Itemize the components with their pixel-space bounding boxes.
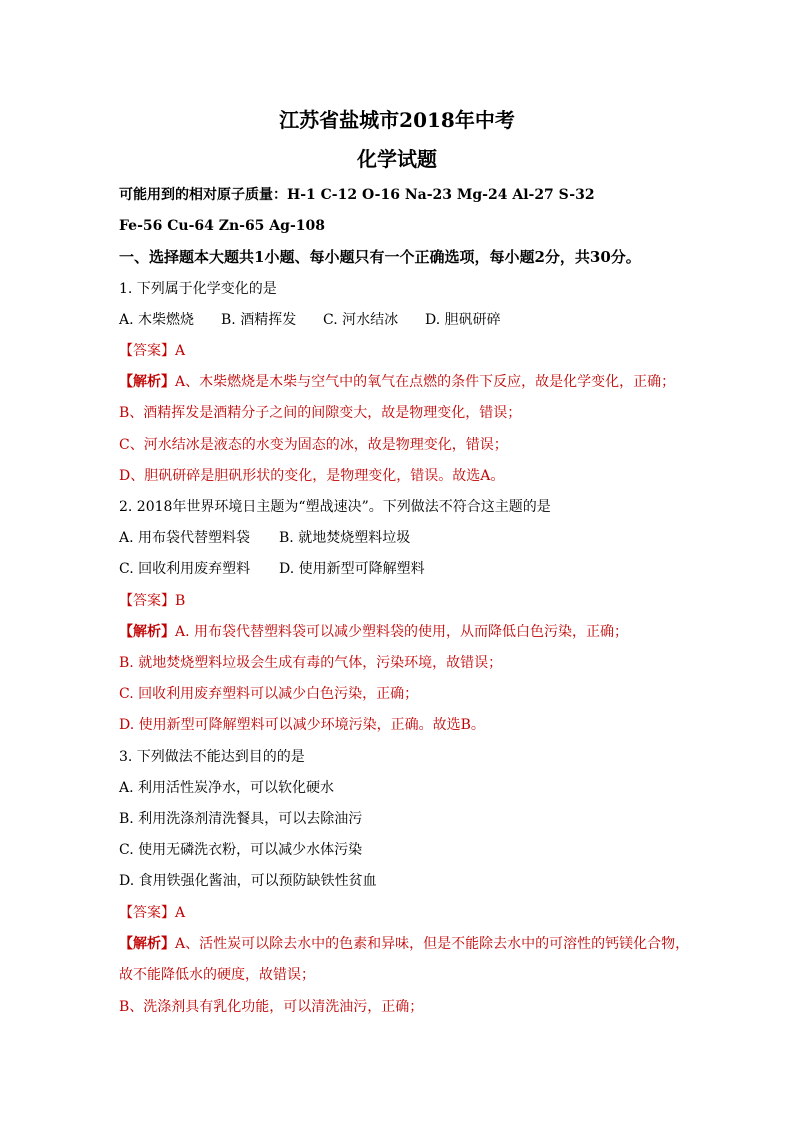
question-3-option-a: A. 利用活性炭净水，可以软化硬水: [119, 780, 335, 796]
question-3-answer: [119, 904, 185, 922]
atomic-masses-line-1: 可能用到的相对原子质量：H-1 C-12 O-16 Na-23 Mg-24 Al-27 S-32: [119, 187, 595, 203]
question-3-stem: 3. 下列做法不能达到目的的是: [119, 749, 305, 765]
question-1-option-a: A. 木柴燃烧: [119, 312, 195, 328]
question-2-analysis-1: [119, 623, 628, 641]
answer-label: 【答案】: [119, 593, 175, 609]
answer-value: B: [175, 593, 186, 609]
question-1-option-c: C. 河水结冰: [323, 312, 399, 328]
question-1-stem: 1. 下列属于化学变化的是: [119, 281, 277, 297]
question-2-option-b: B. 就地焚烧塑料垃圾: [279, 530, 411, 546]
question-1-analysis-3: C、河水结冰是液态的水变为固态的冰，故是物理变化，错误；: [119, 437, 508, 453]
page-subtitle: 化学试题: [357, 147, 437, 171]
analysis-label: 【解析】: [119, 624, 175, 640]
question-2-options-row-1: [119, 529, 410, 547]
analysis-text: A、活性炭可以除去水中的色素和异味，但是不能除去水中的可溶性的钙镁化合物，: [175, 936, 690, 952]
question-3-option-c: C. 使用无磷洗衣粉，可以减少水体污染: [119, 842, 363, 858]
question-3-analysis-3: B、洗涤剂具有乳化功能，可以清洗油污，正确；: [119, 999, 424, 1015]
question-3-analysis-1: [119, 935, 689, 953]
question-1-analysis-4: D、胆矾研碎是胆矾形状的变化，是物理变化，错误。故选A。: [119, 468, 505, 484]
question-3-option-d: D. 食用铁强化酱油，可以预防缺铁性贫血: [119, 873, 377, 889]
question-1-option-d: D. 胆矾研碎: [425, 312, 501, 328]
atomic-masses-line-2: Fe-56 Cu-64 Zn-65 Ag-108: [119, 218, 325, 234]
answer-label: 【答案】: [119, 343, 175, 359]
question-2-option-a: A. 用布袋代替塑料袋: [119, 530, 251, 546]
question-1-options: [119, 311, 501, 329]
question-3-option-b: B. 利用洗涤剂清洗餐具，可以去除油污: [119, 811, 363, 827]
question-1-analysis-1: [119, 373, 675, 391]
question-2-answer: [119, 592, 185, 610]
question-2-analysis-2: B. 就地焚烧塑料垃圾会生成有毒的气体，污染环境，故错误；: [119, 655, 503, 671]
question-1-analysis-2: B、酒精挥发是酒精分子之间的间隙变大，故是物理变化，错误；: [119, 405, 522, 421]
page-title: 江苏省盐城市2018年中考: [279, 108, 515, 132]
question-1-answer: [119, 342, 185, 360]
answer-value: A: [175, 905, 186, 921]
question-2-option-c: C. 回收利用废弃塑料: [119, 561, 251, 577]
question-2-analysis-3: C. 回收利用废弃塑料可以减少白色污染，正确；: [119, 686, 419, 702]
question-2-options-row-2: [119, 560, 425, 578]
question-1-option-b: B. 酒精挥发: [221, 312, 297, 328]
analysis-label: 【解析】: [119, 936, 175, 952]
answer-value: A: [175, 343, 186, 359]
answer-label: 【答案】: [119, 905, 175, 921]
question-2-stem: 2. 2018年世界环境日主题为“塑战速决”。下列做法不符合这主题的是: [119, 499, 551, 515]
question-2-option-d: D. 使用新型可降解塑料: [279, 561, 425, 577]
analysis-label: 【解析】: [119, 374, 175, 390]
question-2-analysis-4: D. 使用新型可降解塑料可以减少环境污染，正确。故选B。: [119, 717, 485, 733]
section-heading: 一、选择题本大题共1小题、每小题只有一个正确选项，每小题2分，共30分。: [119, 248, 641, 266]
question-3-analysis-2: 故不能降低水的硬度，故错误；: [119, 967, 315, 983]
analysis-text: A. 用布袋代替塑料袋可以减少塑料袋的使用，从而降低白色污染，正确；: [175, 624, 629, 640]
analysis-text: A、木柴燃烧是木柴与空气中的氧气在点燃的条件下反应，故是化学变化，正确；: [175, 374, 676, 390]
